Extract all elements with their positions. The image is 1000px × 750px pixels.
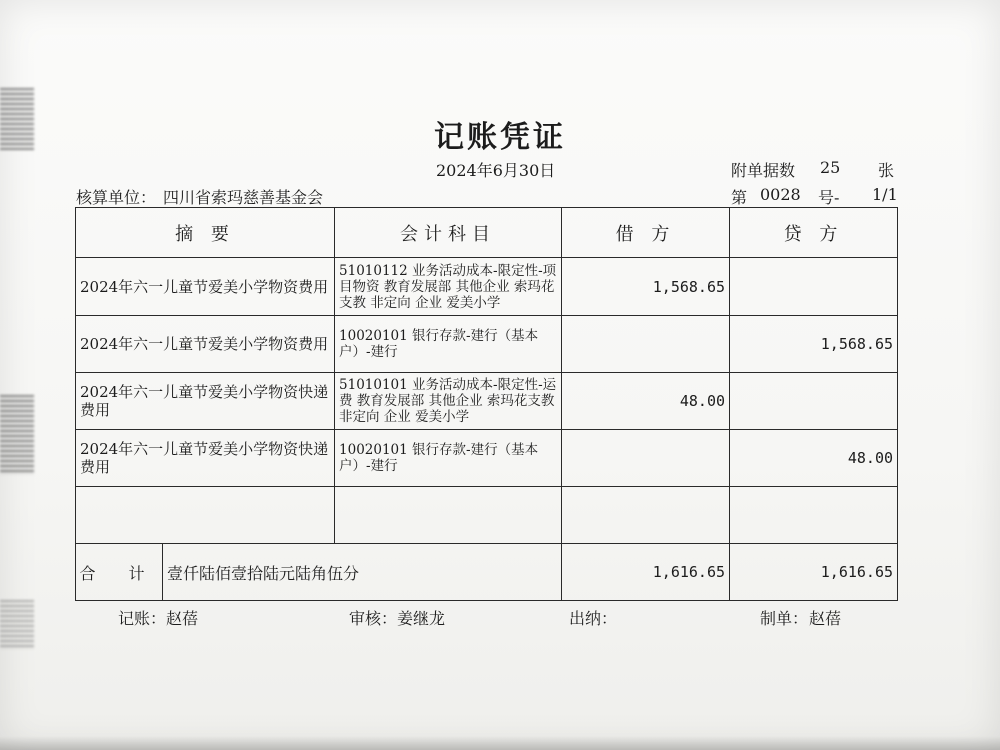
voucher-table — [75, 207, 898, 601]
voucher-number: 0028 — [760, 185, 801, 204]
row-credit: 1,568.65 — [730, 316, 898, 373]
row-summary: 2024年六一儿童节爱美小学物资快递费用 — [76, 373, 335, 430]
voucher-number-suffix: 号- — [818, 188, 840, 207]
total-amount-in-words: 壹仟陆佰壹拾陆元陆角伍分 — [163, 544, 562, 601]
header-account: 会计科目 — [335, 208, 562, 258]
table-header-row — [76, 208, 898, 258]
bookkeeper-label: 记账： — [118, 609, 167, 628]
cashier-label: 出纳： — [569, 609, 618, 628]
row-credit: 48.00 — [730, 430, 898, 487]
header-credit: 贷 方 — [730, 208, 898, 258]
attachments-count: 25 — [820, 158, 841, 177]
row-account: 10020101 银行存款-建行（基本户）-建行 — [335, 316, 562, 373]
scan-smudge-bottom — [0, 600, 34, 650]
table-row — [76, 258, 898, 316]
row-credit — [730, 373, 898, 430]
row-account: 10020101 银行存款-建行（基本户）-建行 — [335, 430, 562, 487]
row-account: 51010101 业务活动成本-限定性-运费 教育发展部 其他企业 索玛花支教 非定向 企业 爱美小学 — [335, 373, 562, 430]
row-summary: 2024年六一儿童节爱美小学物资费用 — [76, 316, 335, 373]
table-row — [76, 316, 898, 373]
reviewer-label: 审核： — [349, 609, 398, 628]
table-row — [76, 373, 898, 430]
row-summary — [76, 487, 335, 544]
preparer-name: 赵蓓 — [809, 609, 842, 628]
scan-smudge-middle — [0, 395, 34, 475]
attachments-unit: 张 — [878, 161, 895, 180]
header-debit: 借 方 — [562, 208, 730, 258]
row-debit — [562, 430, 730, 487]
entity-label: 核算单位： — [76, 188, 157, 207]
row-summary: 2024年六一儿童节爱美小学物资快递费用 — [76, 430, 335, 487]
scan-bottom-edge — [0, 736, 1000, 750]
entity-name: 四川省索玛慈善基金会 — [163, 188, 324, 207]
table-row — [76, 430, 898, 487]
voucher-page: 1/1 — [872, 185, 898, 204]
row-credit — [730, 487, 898, 544]
row-account — [335, 487, 562, 544]
voucher-number-prefix: 第 — [731, 188, 748, 207]
total-label: 合 计 — [76, 544, 163, 601]
row-debit — [562, 487, 730, 544]
header-summary: 摘 要 — [76, 208, 335, 258]
row-debit: 1,568.65 — [562, 258, 730, 316]
row-summary: 2024年六一儿童节爱美小学物资费用 — [76, 258, 335, 316]
total-row — [76, 544, 898, 601]
row-account: 51010112 业务活动成本-限定性-项目物资 教育发展部 其他企业 索玛花支教 非定向 企业 爱美小学 — [335, 258, 562, 316]
table-row-empty — [76, 487, 898, 544]
reviewer-name: 姜继龙 — [397, 609, 446, 628]
voucher-title: 记账凭证 — [434, 120, 566, 155]
total-credit: 1,616.65 — [730, 544, 898, 601]
row-debit: 48.00 — [562, 373, 730, 430]
bookkeeper-name: 赵蓓 — [166, 609, 199, 628]
row-debit — [562, 316, 730, 373]
preparer-label: 制单： — [760, 609, 809, 628]
row-credit — [730, 258, 898, 316]
total-debit: 1,616.65 — [562, 544, 730, 601]
attachments-label: 附单据数 — [731, 161, 796, 180]
voucher-date: 2024年6月30日 — [436, 161, 556, 180]
